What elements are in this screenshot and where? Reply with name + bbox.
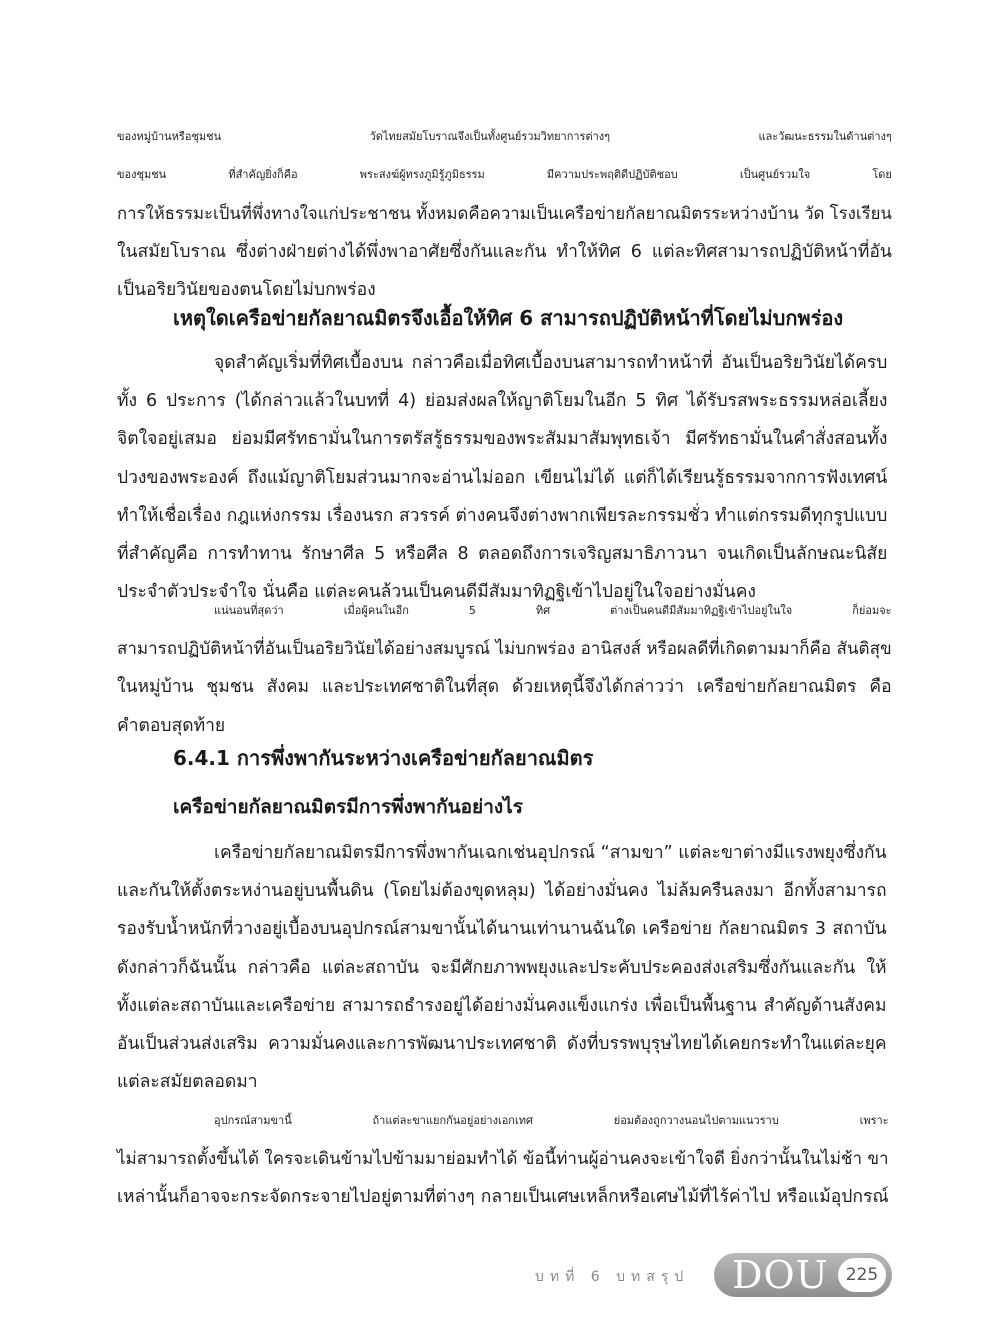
page-number: 225 <box>838 1258 886 1292</box>
paragraph-2 <box>117 344 887 611</box>
text-line: อุปกรณ์สามขานี้ ถ้าแต่ละขาแยกกันอยู่อย่างเอกเทศ ย่อมต้องถูกวางนอนไปตามแนวราบ เพราะ <box>214 1114 889 1127</box>
paragraph-4 <box>117 834 887 1101</box>
text-line: เหล่านั้นก็อาจจะกระจัดกระจายไปอยู่ตามที่ต่างๆ กลายเป็นเศษเหล็กหรือเศษไม้ที่ไร้ค่าไป หรือแม้อุปกรณ์ <box>117 1187 889 1208</box>
text-line: ดังกล่าวก็ฉันนั้น กล่าวคือ แต่ละสถาบัน จะมีศักยภาพพยุงและประคับประคองส่งเสริมซึ่งกันและกัน ให้ <box>117 957 887 978</box>
text-line: ของชุมชน ที่สำคัญยิ่งก็คือ พระสงฆ์ผู้ทรงภูมิรู้ภูมิธรรม มีความประพฤติดีปฏิบัติชอบ เป็นศูนย์รวมใจ โดย <box>117 168 892 182</box>
text-line: อันเป็นส่วนส่งเสริม ความมั่นคงและการพัฒนาประเทศชาติ ดังที่บรรพบุรุษไทยได้เคยกระทำในแต่ละยุค <box>117 1034 887 1055</box>
text-line: ประจำตัวประจำใจ นั่นคือ แต่ละคนล้วนเป็นคนดีมีสัมมาทิฏฐิเข้าไปอยู่ในใจอย่างมั่นคง <box>117 582 756 603</box>
text-line: ในหมู่บ้าน ชุมชน สังคม และประเทศชาติในที่สุด ด้วยเหตุนี้จึงได้กล่าวว่า เครือข่ายกัลยาณมิตร คือ <box>117 677 892 698</box>
text-line: คำตอบสุดท้าย <box>117 715 226 736</box>
chapter-label: บทที่ 6 บทสรุป <box>535 1269 690 1285</box>
text-line: เครือข่ายกัลยาณมิตรมีการพึ่งพากันเฉกเช่นอุปกรณ์ “สามขา” แต่ละขาต่างมีแรงพยุงซึ่งกัน <box>214 843 887 863</box>
text-line: แต่ละสมัยตลอดมา <box>117 1072 258 1093</box>
text-line: ทั้งแต่ละสถาบันและเครือข่าย สามารถธำรงอยู่ได้อย่างมั่นคงแข็งแกร่ง เพื่อเป็นพื้นฐาน สำคัญด้านสังคม <box>117 995 887 1016</box>
page-footer <box>0 1252 1000 1302</box>
text-line: ทั้ง 6 ประการ (ได้กล่าวแล้วในบทที่ 4) ย่อมส่งผลให้ญาติโยมในอีก 5 ทิศ ได้รับรสพระธรรมหล่อเลี้ยง <box>117 391 888 412</box>
text-line: จุดสำคัญเริ่มที่ทิศเบื้องบน กล่าวคือเมื่อทิศเบื้องบนสามารถทำหน้าที่ อันเป็นอริยวินัยได้ครบ <box>214 353 888 373</box>
text-line: ปวงของพระองค์ ถึงแม้ญาติโยมส่วนมากจะอ่านไม่ออก เขียนไม่ได้ แต่ก็ได้เรียนรู้ธรรมจากการฟังเทศน์ <box>117 467 888 488</box>
text-line: แน่นอนที่สุดว่า เมื่อผู้คนในอีก 5 ทิศ ต่างเป็นคนดีมีสัมมาทิฏฐิเข้าไปอยู่ในใจ ก็ย่อมจะ <box>214 604 892 617</box>
text-line: ทำให้เชื่อเรื่อง กฎแห่งกรรม เรื่องนรก สวรรค์ ต่างคนจึงต่างพากเพียรละกรรมชั่ว ทำแต่กรรมดีทุกรูปแบบ <box>117 505 888 526</box>
paragraph-5 <box>117 1102 889 1217</box>
text-line: ไม่สามารถตั้งขึ้นได้ ใครจะเดินข้ามไปข้ามมาย่อมทำได้ ข้อนี้ท่านผู้อ่านคงจะเข้าใจดี ยิ่งกว่านั้นในไม่ช้า ขา <box>117 1149 889 1170</box>
paragraph-1 <box>117 118 892 309</box>
text-line: ที่สำคัญคือ การทำทาน รักษาศีล 5 หรือศีล 8 ตลอดถึงการเจริญสมาธิภาวนา จนเกิดเป็นลักษณะนิสัย <box>117 544 888 565</box>
text-line: การให้ธรรมะเป็นที่พึ่งทางใจแก่ประชาชน ทั้งหมดคือความเป็นเครือข่ายกัลยาณมิตรระหว่างบ้าน วัด โรงเรียน <box>117 203 892 224</box>
subsection-heading: 6.4.1 การพึ่งพากันระหว่างเครือข่ายกัลยาณมิตร <box>173 746 594 770</box>
text-line: จิตใจอยู่เสมอ ย่อมมีศรัทธามั่นในการตรัสรู้ธรรมของพระสัมมาสัมพุทธเจ้า มีศรัทธามั่นในคำสั่งสอนทั้ง <box>117 429 888 450</box>
dou-logo-badge <box>714 1253 892 1297</box>
text-line: รองรับน้ำหนักที่วางอยู่เบื้องบนอุปกรณ์สามขานั้นได้นานเท่านานฉันใด เครือข่าย กัลยาณมิตร 3 สถาบัน <box>117 919 887 940</box>
question-heading: เครือข่ายกัลยาณมิตรมีการพึ่งพากันอย่างไร <box>173 796 523 818</box>
text-line: ของหมู่บ้านหรือชุมชน วัดไทยสมัยโบราณจึงเป็นทั้งศูนย์รวมวิทยาการต่างๆ และวัฒนะธรรมในด้านต่างๆ <box>117 130 892 143</box>
text-line: สามารถปฏิบัติหน้าที่อันเป็นอริยวินัยได้อย่างสมบูรณ์ ไม่บกพร่อง อานิสงส์ หรือผลดีที่เกิดตามมาก็คือ สันติสุข <box>117 639 892 660</box>
section-heading: เหตุใดเครือข่ายกัลยาณมิตรจึงเอื้อให้ทิศ 6 สามารถปฏิบัติหน้าที่โดยไม่บกพร่อง <box>173 306 844 330</box>
text-line: เป็นอริยวินัยของตนโดยไม่บกพร่อง <box>117 279 376 300</box>
paragraph-3 <box>117 592 892 745</box>
dou-logo-text: DOU <box>732 1253 829 1297</box>
text-line: ในสมัยโบราณ ซึ่งต่างฝ่ายต่างได้พึ่งพาอาศัยซึ่งกันและกัน ทำให้ทิศ 6 แต่ละทิศสามารถปฏิบัติหน้าที่อัน <box>117 241 892 262</box>
text-line: และกันให้ตั้งตระหง่านอยู่บนพื้นดิน (โดยไม่ต้องขุดหลุม) ได้อย่างมั่นคง ไม่ล้มครืนลงมา อีกทั้งสามารถ <box>117 881 887 902</box>
